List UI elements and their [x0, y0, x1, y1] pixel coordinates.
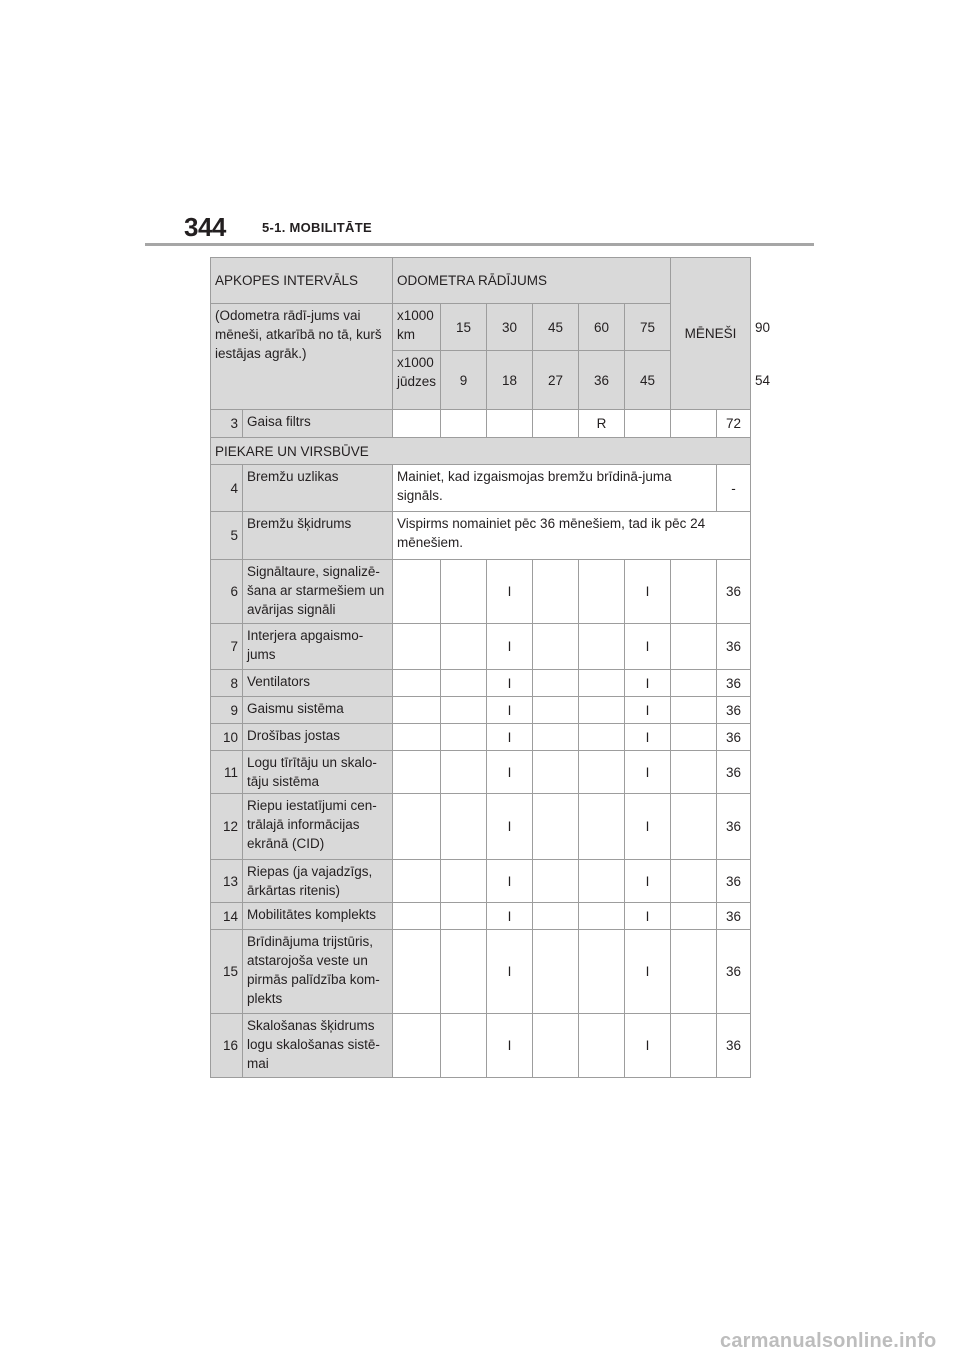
item-name: Drošības jostas	[243, 724, 393, 751]
miles-value: 45	[625, 351, 671, 410]
table-row	[211, 624, 751, 670]
item-number: 10	[211, 724, 243, 751]
item-number: 8	[211, 670, 243, 697]
months-value: 36	[717, 794, 751, 860]
interval-mark	[671, 724, 717, 751]
km-value: 45	[533, 304, 579, 351]
interval-mark: I	[625, 724, 671, 751]
interval-mark	[671, 410, 717, 438]
header-interval: APKOPES INTERVĀLS	[211, 258, 393, 304]
table-row	[211, 860, 751, 903]
empty-cell	[393, 930, 441, 1014]
maintenance-table	[210, 257, 771, 1078]
interval-mark	[579, 697, 625, 724]
months-value: 36	[717, 903, 751, 930]
empty-cell	[393, 1014, 441, 1078]
empty-cell	[393, 724, 441, 751]
interval-mark	[533, 903, 579, 930]
interval-mark: I	[625, 1014, 671, 1078]
months-value: 72	[717, 410, 751, 438]
empty-cell	[393, 751, 441, 794]
empty-cell	[393, 624, 441, 670]
interval-mark	[533, 410, 579, 438]
item-name: Ventilators	[243, 670, 393, 697]
table-row	[211, 1014, 751, 1078]
item-number: 16	[211, 1014, 243, 1078]
months-value: 36	[717, 624, 751, 670]
interval-mark	[533, 724, 579, 751]
interval-mark	[671, 624, 717, 670]
table-row	[211, 410, 751, 438]
interval-mark: I	[487, 670, 533, 697]
item-number: 12	[211, 794, 243, 860]
interval-mark	[533, 1014, 579, 1078]
section-title: 5-1. MOBILITĀTE	[262, 220, 372, 235]
interval-mark: I	[625, 903, 671, 930]
item-name: Riepu iestatījumi cen-trālajā informācijas ekrānā (CID)	[243, 794, 393, 860]
interval-mark	[533, 560, 579, 624]
km-value: 75	[625, 304, 671, 351]
interval-mark: I	[487, 697, 533, 724]
table-row	[211, 724, 751, 751]
item-number: 6	[211, 560, 243, 624]
months-value: 36	[717, 930, 751, 1014]
item-name: Bremžu uzlikas	[243, 465, 393, 512]
header-odometer: ODOMETRA RĀDĪJUMS	[393, 258, 671, 304]
item-note: Vispirms nomainiet pēc 36 mēnešiem, tad ik pēc 24 mēnešiem.	[393, 512, 751, 560]
item-number: 7	[211, 624, 243, 670]
source-watermark: carmanualsonline.info	[720, 1330, 937, 1352]
interval-mark: I	[487, 860, 533, 903]
interval-mark	[441, 930, 487, 1014]
page-number: 344	[184, 212, 226, 242]
item-number: 3	[211, 410, 243, 438]
table-row	[211, 465, 751, 512]
header-divider	[145, 243, 814, 246]
item-name: Interjera apgaismo-jums	[243, 624, 393, 670]
miles-value: 9	[441, 351, 487, 410]
months-value: 36	[717, 751, 751, 794]
empty-cell	[393, 860, 441, 903]
km-value: 30	[487, 304, 533, 351]
interval-mark	[579, 1014, 625, 1078]
interval-mark: I	[487, 930, 533, 1014]
item-number: 15	[211, 930, 243, 1014]
interval-mark	[441, 860, 487, 903]
item-number: 4	[211, 465, 243, 512]
months-value: 36	[717, 697, 751, 724]
interval-mark	[671, 1014, 717, 1078]
empty-cell	[393, 560, 441, 624]
table-row	[211, 751, 751, 794]
item-number: 11	[211, 751, 243, 794]
interval-mark	[441, 410, 487, 438]
interval-mark	[533, 670, 579, 697]
interval-mark: I	[625, 794, 671, 860]
item-name: Gaisa filtrs	[243, 410, 393, 438]
interval-mark: I	[625, 560, 671, 624]
interval-mark	[441, 560, 487, 624]
interval-mark	[441, 794, 487, 860]
table-row	[211, 697, 751, 724]
interval-mark: I	[487, 560, 533, 624]
interval-mark	[579, 903, 625, 930]
interval-mark: I	[625, 670, 671, 697]
interval-mark	[441, 697, 487, 724]
interval-mark	[671, 860, 717, 903]
empty-cell	[393, 903, 441, 930]
interval-mark: I	[487, 903, 533, 930]
km-unit: x1000 km	[393, 304, 441, 351]
interval-mark	[671, 751, 717, 794]
interval-mark	[533, 624, 579, 670]
interval-mark	[671, 560, 717, 624]
interval-mark	[441, 724, 487, 751]
table-row	[211, 930, 751, 1014]
item-name: Riepas (ja vajadzīgs, ārkārtas ritenis)	[243, 860, 393, 903]
empty-cell	[393, 410, 441, 438]
header-note: (Odometra rādī-jums vai mēneši, atkarībā no tā, kurš iestājas agrāk.)	[211, 304, 393, 410]
item-name: Mobilitātes komplekts	[243, 903, 393, 930]
interval-mark: I	[625, 697, 671, 724]
interval-mark	[671, 670, 717, 697]
empty-cell	[393, 670, 441, 697]
interval-mark: I	[625, 751, 671, 794]
table-row	[211, 903, 751, 930]
section-heading: PIEKARE UN VIRSBŪVE	[211, 438, 751, 465]
interval-mark: I	[487, 1014, 533, 1078]
months-value: 36	[717, 860, 751, 903]
interval-mark: R	[579, 410, 625, 438]
interval-mark	[625, 410, 671, 438]
interval-mark	[579, 794, 625, 860]
item-number: 14	[211, 903, 243, 930]
table-row	[211, 560, 751, 624]
item-number: 13	[211, 860, 243, 903]
interval-mark	[579, 751, 625, 794]
table-row	[211, 670, 751, 697]
item-name: Bremžu šķidrums	[243, 512, 393, 560]
interval-mark	[533, 860, 579, 903]
months-value: 36	[717, 560, 751, 624]
interval-mark	[441, 903, 487, 930]
miles-value: 27	[533, 351, 579, 410]
interval-mark: I	[625, 860, 671, 903]
interval-mark: I	[625, 930, 671, 1014]
interval-mark: I	[487, 724, 533, 751]
interval-mark	[533, 751, 579, 794]
interval-mark	[533, 930, 579, 1014]
interval-mark	[671, 697, 717, 724]
interval-mark	[671, 930, 717, 1014]
item-note: Mainiet, kad izgaismojas bremžu brīdinā-juma signāls.	[393, 465, 717, 512]
interval-mark	[533, 794, 579, 860]
item-name: Skalošanas šķidrums logu skalošanas sistē-mai	[243, 1014, 393, 1078]
table-body: APKOPES INTERVĀLS ODOMETRA RĀDĪJUMS MĒNEŠI (Odometra rādī-jums vai mēneši, atkarībā no tā, kurš iestājas agrāk.) x1000 km 15 30 45 60 75 90 x1000 jūdzes 9 18 27 36 45 54 3 Gaisa filtrs R 72 PIEKARE UN VIRSBŪVE 4 Bremžu uzlikas Mainiet, kad izgaismojas bremžu brīdinā-juma signāls. - 5 Bremžu šķidrums Vispirms nomainiet pēc 36 mēnešiem, tad ik pēc 24 mēnešiem. 6 Signāltaure, signalizē-šana ar starmešiem un avārijas signāli I I 36 7 Interjera apgaismo-jums I I 36 8 Ventilators I I 36 9 Gaismu sistēma I I 36 10 Drošības jostas I I 36 11 Logu tīrītāju un skalo-tāju sistēma I I 36 12 Riepu iestatījumi cen-trālajā informācijas ekrānā (CID) I I 36 13 Riepas (ja vajadzīgs, ārkārtas ritenis) I I 36 14 Mobilitātes komplekts I I 36 15 Brīdinājuma trijstūris, atstarojoša veste un pirmās palīdzība kom-plekts I I 36 16 Skalošanas šķidrums logu skalošanas sistē-mai I I 36	[211, 258, 751, 1078]
interval-mark	[441, 751, 487, 794]
interval-mark	[579, 860, 625, 903]
interval-mark: I	[487, 624, 533, 670]
km-value: 15	[441, 304, 487, 351]
item-name: Signāltaure, signalizē-šana ar starmešiem un avārijas signāli	[243, 560, 393, 624]
interval-mark	[441, 670, 487, 697]
item-number: 9	[211, 697, 243, 724]
interval-mark	[579, 670, 625, 697]
empty-cell	[393, 697, 441, 724]
interval-mark: I	[487, 751, 533, 794]
interval-mark	[487, 410, 533, 438]
interval-mark: I	[487, 794, 533, 860]
item-name: Brīdinājuma trijstūris, atstarojoša veste un pirmās palīdzība kom-plekts	[243, 930, 393, 1014]
interval-mark	[579, 724, 625, 751]
interval-mark	[579, 560, 625, 624]
miles-value: 36	[579, 351, 625, 410]
months-value: 36	[717, 724, 751, 751]
item-name: Logu tīrītāju un skalo-tāju sistēma	[243, 751, 393, 794]
interval-mark: I	[625, 624, 671, 670]
header-months: MĒNEŠI	[671, 258, 751, 410]
months-value: 36	[717, 670, 751, 697]
interval-mark	[441, 624, 487, 670]
interval-mark	[671, 903, 717, 930]
miles-unit: x1000 jūdzes	[393, 351, 441, 410]
interval-mark	[579, 624, 625, 670]
interval-mark	[671, 794, 717, 860]
interval-mark	[579, 930, 625, 1014]
interval-mark	[533, 697, 579, 724]
empty-cell	[393, 794, 441, 860]
table-row	[211, 794, 751, 860]
table-row	[211, 512, 751, 560]
months-value: -	[717, 465, 751, 512]
section-row	[211, 438, 751, 465]
item-name: Gaismu sistēma	[243, 697, 393, 724]
miles-value: 18	[487, 351, 533, 410]
km-value: 60	[579, 304, 625, 351]
item-number: 5	[211, 512, 243, 560]
months-value: 36	[717, 1014, 751, 1078]
interval-mark	[441, 1014, 487, 1078]
maintenance-schedule	[210, 257, 771, 1078]
